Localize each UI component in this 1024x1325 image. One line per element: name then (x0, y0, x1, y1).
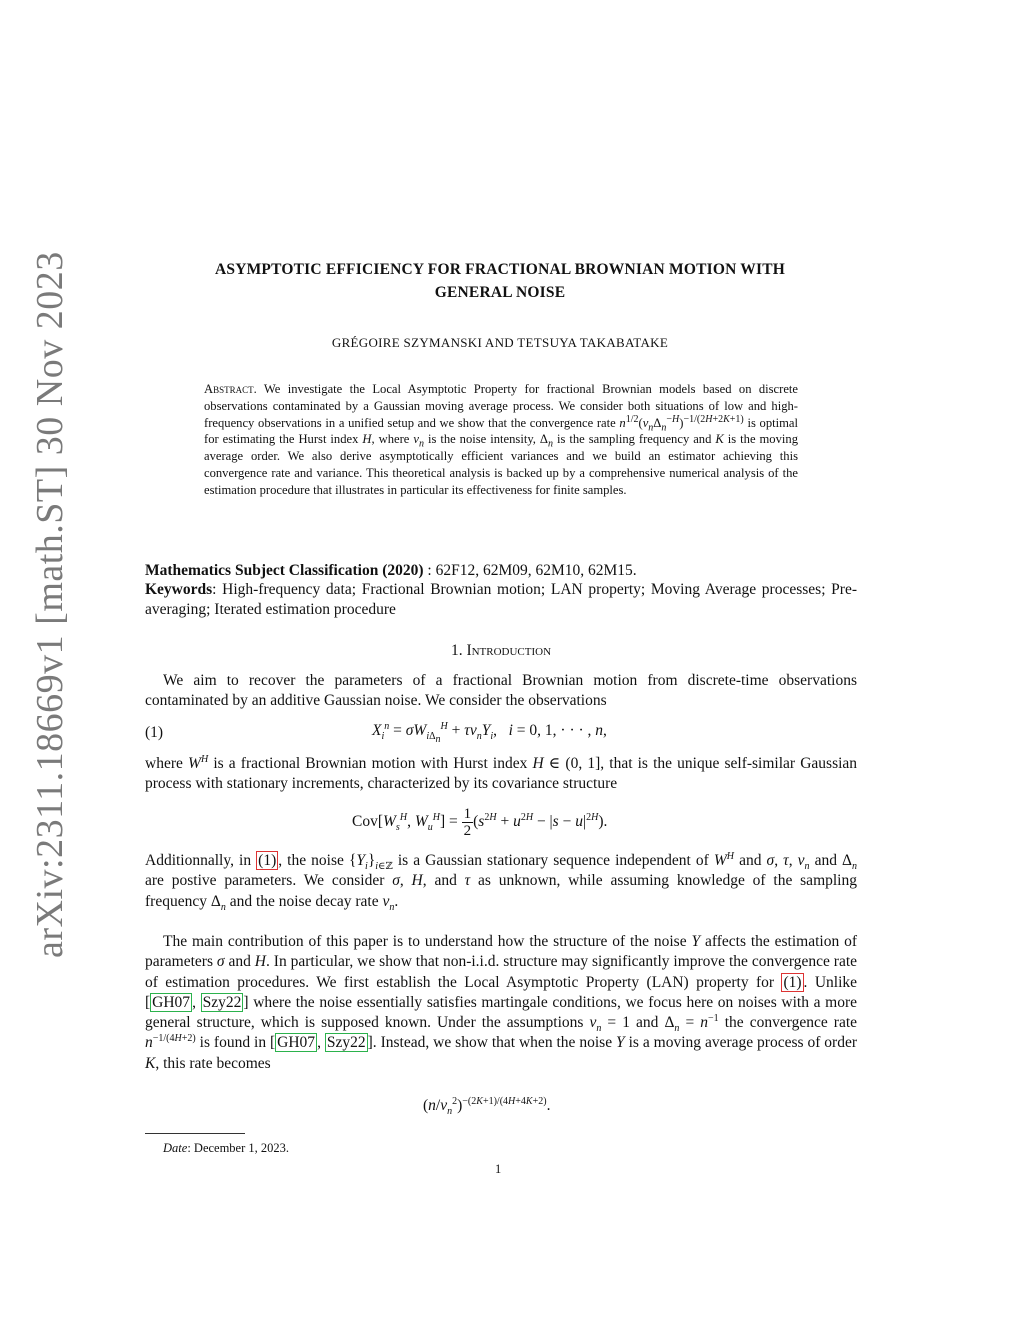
citation-gh07[interactable]: GH07 (152, 993, 191, 1011)
intro-paragraph-3: Additionnally, in (1) , the noise $\{Y_i\}_{i\in ℤ}$ is a Gaussian stationary sequence independent of $W^H$ and σ, τ, $\nu_n$ and $\Delta_n$ are postive parameters. We consider σ, H, and τ as unknown, while assuming knowledge of the sampling frequency $\Delta_n$ and the noise decay rate $\nu_n$. (145, 850, 858, 913)
equation-1: $X_i^n = \sigma W_{i\Delta_n}^H + \tau\nu_nY_i$, i = 0, 1, · · · , n, (372, 720, 607, 746)
page-number: 1 (495, 1162, 502, 1176)
abstract: Abstract. We investigate the Local Asymptotic Property for fractional Brownian models based on discrete observations contaminated by a Gaussian moving average process. We consider both situations of low and high-frequency observations in a unified setup and we show that the convergence rate $n^{1/2}(\nu_n\Delta_n^{-H})^{-1/(2H+2K+1)}$ is optimal for estimating the Hurst index H, where $\nu_n$ is the noise intensity, $\Delta_n$ is the sampling frequency and K is the moving average order. We also derive asymptotically efficient variances and we build an estimator achieving this convergence rate and variance. This theoretical analysis is backed up by a comprehensive numerical analysis of the estimation procedure that illustrates in particular its effectiveness for finite samples. (204, 382, 799, 497)
intro-paragraph-2: where $W^H$ is a fractional Brownian motion with Hurst index H ∈ (0, 1], that is the unique self-similar Gaussian process with stationary increments, characterized by its covariance structure (145, 753, 858, 793)
footnote-divider (145, 1133, 245, 1134)
paper-title: ASYMPTOTIC EFFICIENCY FOR FRACTIONAL BROWNIAN MOTION WITH GENERAL NOISE (214, 261, 786, 301)
intro-paragraph-4: The main contribution of this paper is to understand how the structure of the noise Y affects the estimation of parameters σ and H. In particular, we show that non-i.i.d. structure may significantly improve the convergence rate of estimation procedures. We first establish the Local Asymptotic Property (LAN) property for (1) . Unlike [ GH07 , Szy22 ] where the noise essentially satisfies martingale conditions, we focus here on noises with a more general structure, which is supposed known. Under the assumptions $\nu_n = 1$ and $\Delta_n = n^{-1}$ the convergence rate $n^{-1/(4H+2)}$ is found in [ GH07 , Szy22 ]. Instead, we show that when the noise Y is a moving average process of order K, this rate becomes (145, 933, 858, 1072)
citation-gh07-2[interactable]: GH07 (277, 1034, 316, 1052)
equation-reference-link[interactable]: (1) (258, 852, 277, 869)
intro-paragraph-1: We aim to recover the parameters of a fractional Brownian motion from discrete-time observations contaminated by an additive Gaussian noise. We consider the observations (145, 672, 857, 710)
equation-reference-link-2[interactable]: (1) (783, 973, 802, 991)
section-heading: 1. Introduction (450, 642, 552, 659)
keywords: Keywords: High-frequency data; Fractional Brownian motion; LAN property; Moving Average processes; Pre-averaging; Iterated estimation procedure (145, 581, 857, 618)
authors: GRÉGOIRE SZYMANSKI AND TETSUYA TAKABATAKE (331, 335, 669, 350)
abstract-label: Abstract. (204, 382, 257, 396)
rate-equation: $(n/\nu_n^2)^{-(2K+1)/(4H+4K+2)}$. (423, 1095, 551, 1118)
footnote-date: Date: December 1, 2023. (163, 1141, 290, 1155)
covariance-equation: $Cov[W_s^H$, $W_u^H$] = $\frac{1}{2}$ $(s^{2H} + u^{2H} - |s - u|^{2H})$. (352, 806, 608, 839)
equation-number: (1) (145, 724, 164, 741)
citation-szy22-2[interactable]: Szy22 (326, 1034, 366, 1052)
subject-classification: Mathematics Subject Classification (2020) : 62F12, 62M09, 62M10, 62M15. (145, 562, 637, 579)
citation-szy22[interactable]: Szy22 (202, 993, 242, 1011)
arxiv-identifier: arXiv:2311.18669v1 [math.ST] 30 Nov 2023 (29, 251, 71, 958)
